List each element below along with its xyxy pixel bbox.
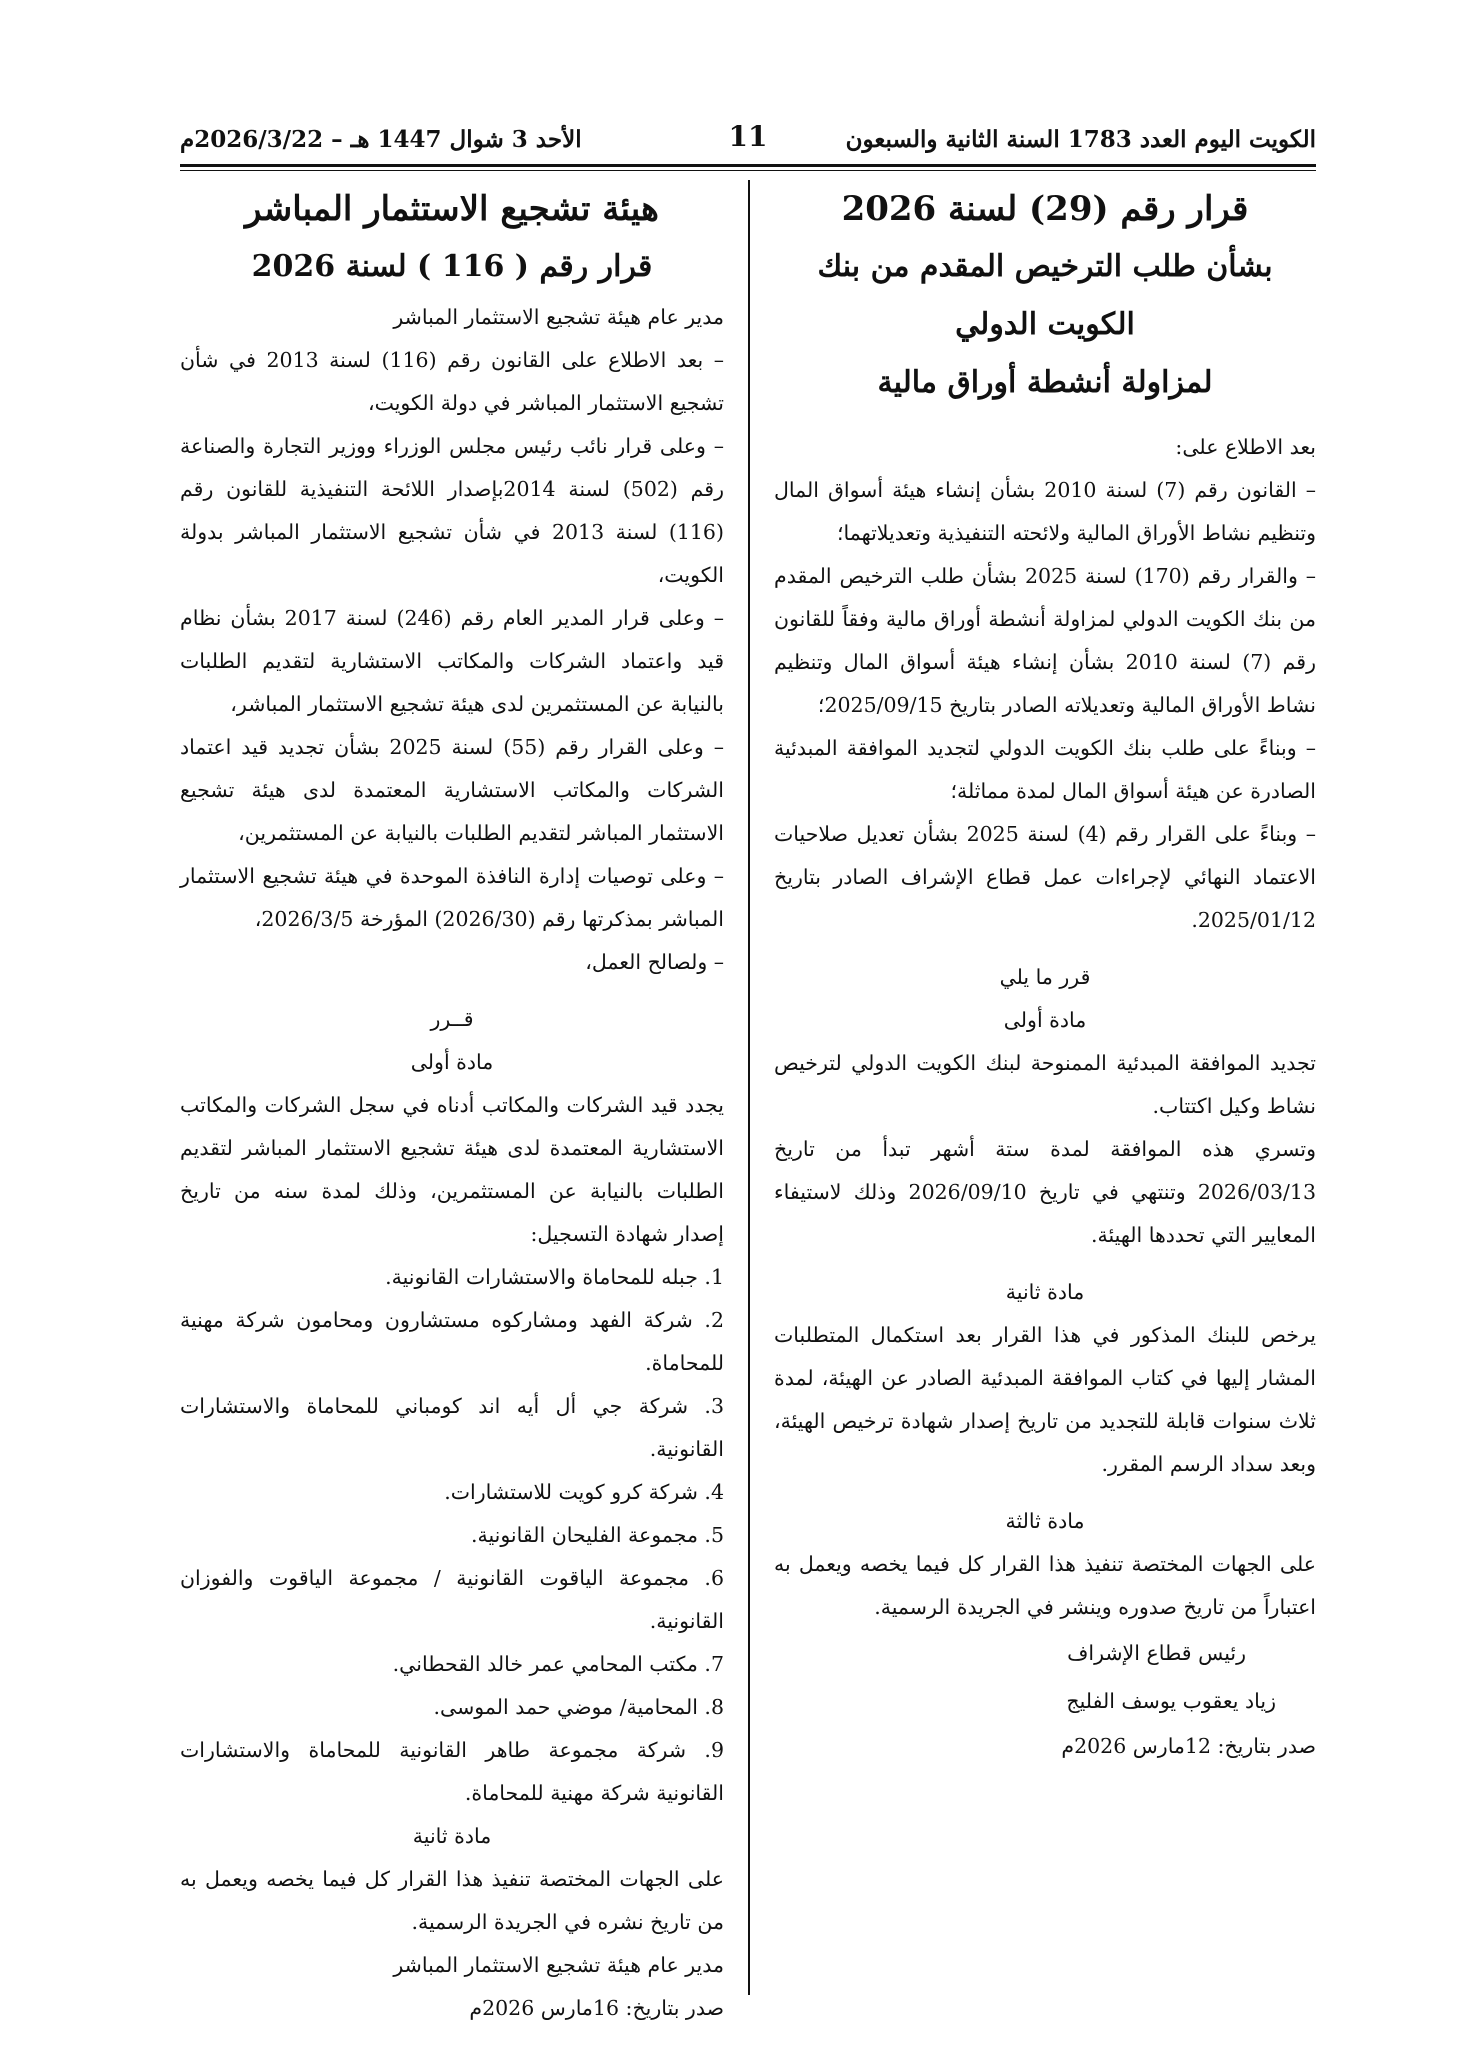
article-1-text-2: وتسري هذه الموافقة لمدة ستة أشهر تبدأ من تاريخ 2026/03/13 وتنتهي في تاريخ 2026/09/10 وذلك لاستيفاء المعايير التي تحددها الهيئة. bbox=[774, 1137, 1316, 1247]
article-1-heading: مادة أولى bbox=[410, 1050, 494, 1074]
preamble-item: – وعلى قرار المدير العام رقم (246) لسنة 2017 بشأن نظام قيد واعتماد الشركات والمكاتب الاستشارية لتقديم الطلبات بالنيابة عن المستثمرين لدى هيئة تشجيع الاستثمار المباشر، bbox=[180, 606, 724, 716]
signatory-title: مدير عام هيئة تشجيع الاستثمار المباشر bbox=[393, 1953, 724, 1977]
gazette-page bbox=[180, 118, 1316, 2020]
article-2-heading: مادة ثانية bbox=[412, 1824, 492, 1848]
issue-date: الأحد 3 شوال 1447 هـ – 2026/3/22م bbox=[180, 126, 582, 153]
article-2-heading: مادة ثانية bbox=[1005, 1280, 1085, 1304]
list-item: 4. شركة كرو كويت للاستشارات. bbox=[444, 1480, 724, 1504]
preamble-item: – ولصالح العمل، bbox=[585, 950, 724, 974]
preamble-item: – وعلى القرار رقم (55) لسنة 2025 بشأن تجديد قيد اعتماد الشركات والمكاتب الاستشارية المعتمدة لدى هيئة تشجيع الاستثمار المباشر لتقديم الطلبات بالنيابة عن المستثمرين، bbox=[180, 735, 724, 845]
article-2-text: يرخص للبنك المذكور في هذا القرار بعد استكمال المتطلبات المشار إليها في كتاب الموافقة المبدئية الصادر عن الهيئة، لمدة ثلاث سنوات قابلة للتجديد من تاريخ إصدار شهادة ترخيص الهيئة، وبعد سداد الرسم المقرر. bbox=[774, 1323, 1316, 1476]
list-item: 5. مجموعة الفليحان القانونية. bbox=[470, 1523, 724, 1547]
list-item: 8. المحامية/ موضي حمد الموسى. bbox=[433, 1695, 724, 1719]
article-1-text: يجدد قيد الشركات والمكاتب أدناه في سجل الشركات والمكاتب الاستشارية المعتمدة لدى هيئة تشجيع الاستثمار المباشر لتقديم الطلبات بالنيابة عن المستثمرين، وذلك لمدة سنه من تاريخ إصدار شهادة التسجيل: bbox=[180, 1093, 724, 1246]
list-item: 3. شركة جي أل أيه اند كومباني للمحاماة والاستشارات القانونية. bbox=[180, 1394, 724, 1461]
authority-title: هيئة تشجيع الاستثمار المباشر bbox=[245, 189, 659, 229]
list-item: 9. شركة مجموعة طاهر القانونية للمحاماة والاستشارات القانونية شركة مهنية للمحاماة. bbox=[180, 1738, 724, 1805]
page-header bbox=[180, 118, 1316, 160]
list-item: 6. مجموعة الياقوت القانونية / مجموعة الياقوت والفوزان القانونية. bbox=[180, 1566, 724, 1633]
list-item: 7. مكتب المحامي عمر خالد القحطاني. bbox=[392, 1652, 724, 1676]
header-rule-thick bbox=[180, 164, 1316, 167]
preamble-item: – وبناءً على القرار رقم (4) لسنة 2025 بشأن تعديل صلاحيات الاعتماد النهائي لإجراءات عمل قطاع الإشراف الصادر بتاريخ 2025/01/12. bbox=[774, 822, 1316, 932]
decision-29-column bbox=[774, 180, 1316, 1768]
signatory-name: زياد يعقوب يوسف الفليج bbox=[1066, 1689, 1276, 1713]
list-item: 2. شركة الفهد ومشاركوه مستشارون ومحامون شركة مهنية للمحاماة. bbox=[180, 1308, 724, 1375]
preamble-item: – القانون رقم (7) لسنة 2010 بشأن إنشاء هيئة أسواق المال وتنظيم نشاط الأوراق المالية ولائحته التنفيذية وتعديلاتهما؛ bbox=[774, 478, 1316, 545]
preamble-item: – بعد الاطلاع على القانون رقم (116) لسنة 2013 في شأن تشجيع الاستثمار المباشر في دولة الكويت، bbox=[180, 348, 724, 415]
decided-heading: قرر ما يلي bbox=[999, 965, 1091, 989]
article-2-text: على الجهات المختصة تنفيذ هذا القرار كل فيما يخصه ويعمل به من تاريخ نشره في الجريدة الرسمية. bbox=[180, 1867, 724, 1934]
decision-29-title: قرار رقم (29) لسنة 2026 bbox=[841, 189, 1249, 229]
issue-info: الكويت اليوم العدد 1783 السنة الثانية والسبعون bbox=[845, 126, 1316, 153]
decision-116-title: قرار رقم ( 116 ) لسنة 2026 bbox=[251, 249, 653, 284]
preamble-intro: بعد الاطلاع على: bbox=[1175, 435, 1316, 459]
decided-heading: قــرر bbox=[430, 1007, 474, 1031]
article-3-heading: مادة ثالثة bbox=[1005, 1509, 1085, 1533]
list-item: 1. جبله للمحاماة والاستشارات القانونية. bbox=[385, 1265, 724, 1289]
decision-29-subject-2: لمزاولة أنشطة أوراق مالية bbox=[877, 365, 1213, 400]
issue-date-116: صدر بتاريخ: 16مارس 2026م bbox=[469, 1996, 724, 2020]
article-1-heading: مادة أولى bbox=[1003, 1008, 1087, 1032]
preamble-item: – وبناءً على طلب بنك الكويت الدولي لتجديد الموافقة المبدئية الصادرة عن هيئة أسواق المال لمدة مماثلة؛ bbox=[774, 736, 1316, 803]
preamble-item: – وعلى توصيات إدارة النافذة الموحدة في هيئة تشجيع الاستثمار المباشر بمذكرتها رقم (2026/30) المؤرخة 2026/3/5، bbox=[180, 864, 724, 931]
decision-116-column bbox=[180, 180, 724, 2030]
page-number: 11 bbox=[728, 120, 768, 153]
signatory-title: رئيس قطاع الإشراف bbox=[1067, 1641, 1246, 1665]
header-rule-thin bbox=[180, 170, 1316, 171]
firms-list bbox=[180, 1256, 724, 1815]
column-divider bbox=[748, 180, 750, 1995]
article-1-text: تجديد الموافقة المبدئية الممنوحة لبنك الكويت الدولي لترخيص نشاط وكيل اكتتاب. bbox=[774, 1051, 1316, 1118]
issuer: مدير عام هيئة تشجيع الاستثمار المباشر bbox=[393, 305, 724, 329]
decision-29-subject: بشأن طلب الترخيص المقدم من بنك الكويت الدولي bbox=[817, 249, 1273, 342]
preamble-item: – والقرار رقم (170) لسنة 2025 بشأن طلب الترخيص المقدم من بنك الكويت الدولي لمزاولة أنشطة أوراق مالية وفقاً للقانون رقم (7) لسنة 2010 بشأن إنشاء هيئة أسواق المال وتنظيم نشاط الأوراق المالية وتعديلاته الصادر بتاريخ 2025/09/15؛ bbox=[774, 564, 1316, 717]
issue-date-29: صدر بتاريخ: 12مارس 2026م bbox=[1061, 1734, 1316, 1758]
article-3-text: على الجهات المختصة تنفيذ هذا القرار كل فيما يخصه ويعمل به اعتباراً من تاريخ صدوره وينشر في الجريدة الرسمية. bbox=[774, 1552, 1316, 1619]
preamble-item: – وعلى قرار نائب رئيس مجلس الوزراء ووزير التجارة والصناعة رقم (502) لسنة 2014بإصدار اللائحة التنفيذية للقانون رقم (116) لسنة 2013 في شأن تشجيع الاستثمار المباشر بدولة الكويت، bbox=[180, 434, 724, 587]
